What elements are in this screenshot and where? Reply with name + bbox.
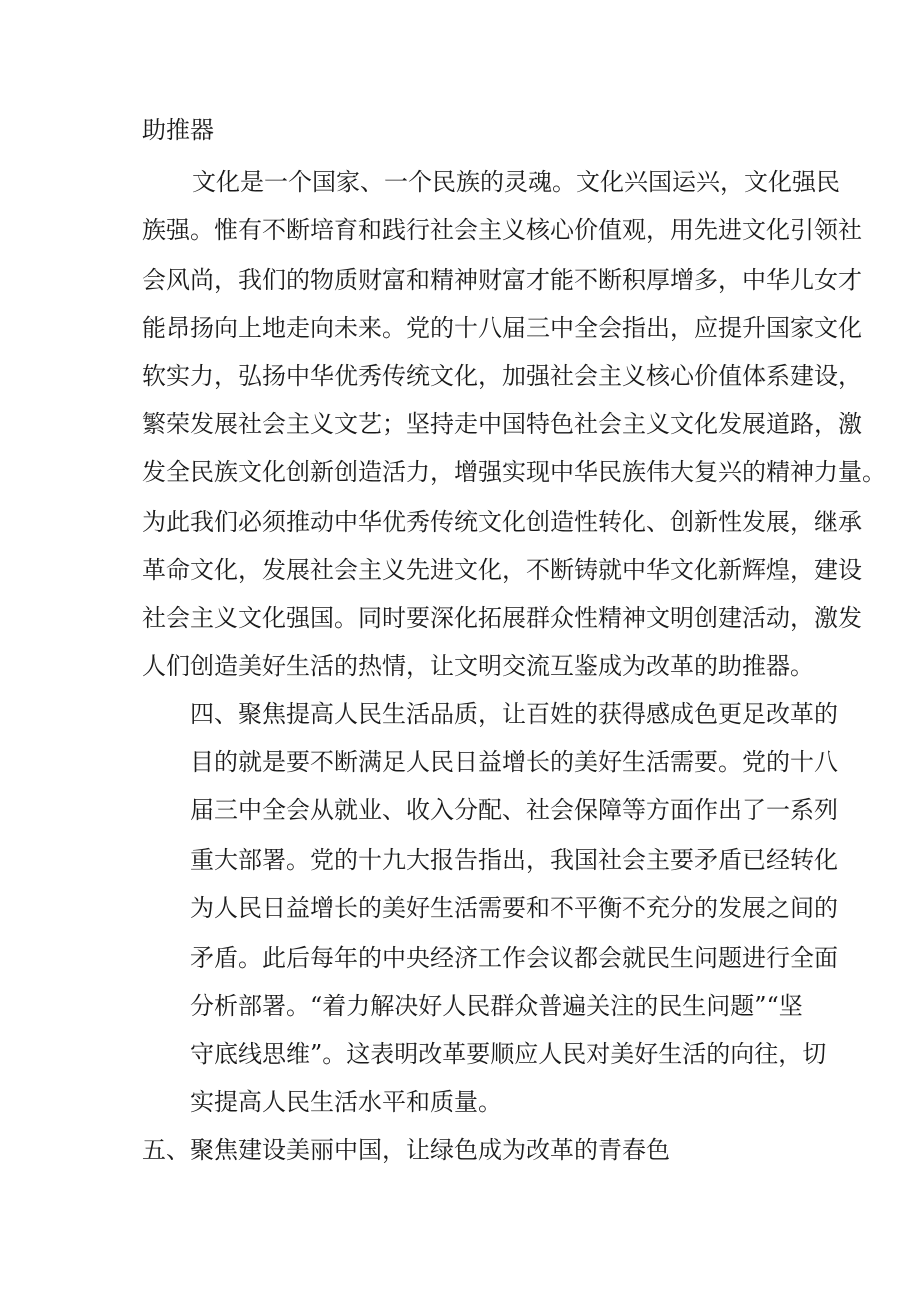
- text-line: 族强。惟有不断培育和践行社会主义核心价值观，用先进文化引领社: [142, 216, 862, 244]
- section-heading-5: 五、聚焦建设美丽中国，让绿色成为改革的青春色: [142, 1136, 670, 1164]
- text-line: 为此我们必须推动中华优秀传统文化创造性转化、创新性发展，继承: [142, 508, 862, 536]
- paragraph-first-line: 文化是一个国家、一个民族的灵魂。文化兴国运兴，文化强民: [192, 168, 840, 196]
- text-line: 发全民族文化创新创造活力，增强实现中华民族伟大复兴的精神力量。: [142, 458, 886, 486]
- text-line: 繁荣发展社会主义文艺；坚持走中国特色社会主义文化发展道路，激: [142, 410, 862, 438]
- text-line: 矛盾。此后每年的中央经济工作会议都会就民生问题进行全面: [190, 944, 838, 972]
- text-line: 目的就是要不断满足人民日益增长的美好生活需要。党的十八: [190, 748, 838, 776]
- text-line: 社会主义文化强国。同时要深化拓展群众性精神文明创建活动，激发: [142, 604, 862, 632]
- text-line: 软实力，弘扬中华优秀传统文化，加强社会主义核心价值体系建设，: [142, 362, 862, 390]
- text-line: 实提高人民生活水平和质量。: [190, 1088, 502, 1116]
- text-line: 届三中全会从就业、收入分配、社会保障等方面作出了一系列: [190, 796, 838, 824]
- text-line: 能昂扬向上地走向未来。党的十八届三中全会指出，应提升国家文化: [142, 314, 862, 342]
- text-line: 助推器: [142, 116, 214, 144]
- text-line: 为人民日益增长的美好生活需要和不平衡不充分的发展之间的: [190, 894, 838, 922]
- text-line: 守底线思维”。这表明改革要顺应人民对美好生活的向往，切: [190, 1040, 827, 1068]
- section-heading-4: 四、聚焦提高人民生活品质，让百姓的获得感成色更足改革的: [190, 700, 838, 728]
- text-line: 会风尚，我们的物质财富和精神财富才能不断积厚增多，中华儿女才: [142, 266, 862, 294]
- text-line: 人们创造美好生活的热情，让文明交流互鉴成为改革的助推器。: [142, 652, 814, 680]
- text-line: 重大部署。党的十九大报告指出，我国社会主要矛盾已经转化: [190, 846, 838, 874]
- text-line: 革命文化，发展社会主义先进文化，不断铸就中华文化新辉煌，建设: [142, 556, 862, 584]
- text-line: 分析部署。“着力解决好人民群众普遍关注的民生问题”“坚: [190, 992, 803, 1020]
